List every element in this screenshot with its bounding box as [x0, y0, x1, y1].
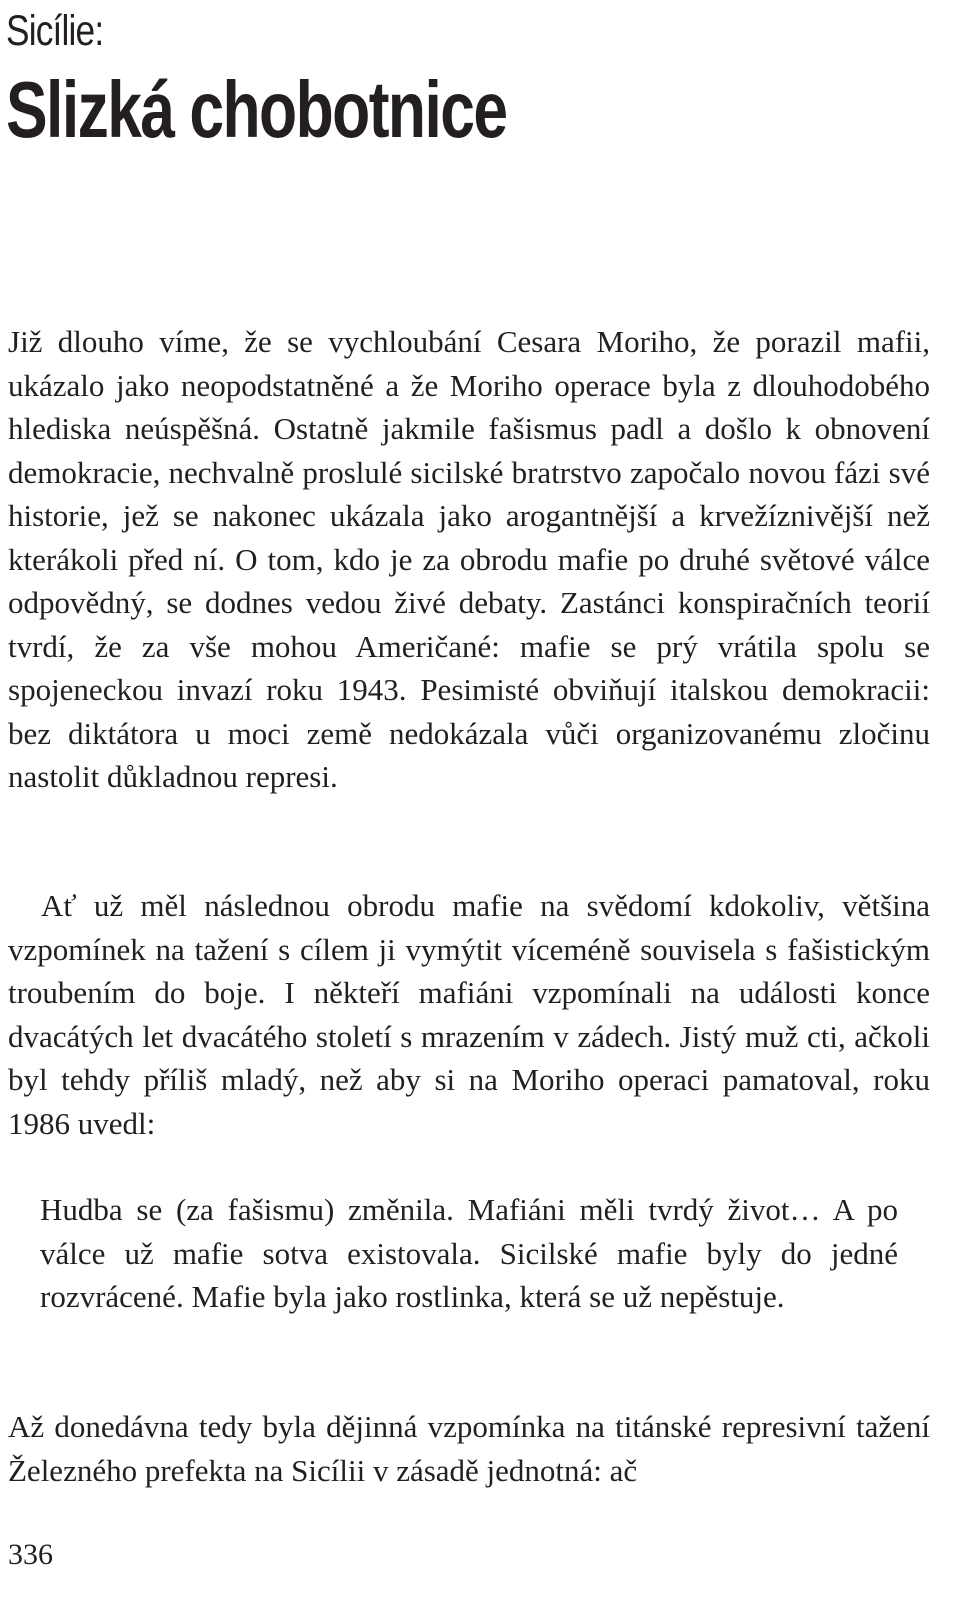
- paragraph-text: Již dlouho víme, že se vychloubání Cesara Moriho, že porazil mafii, ukázalo jako neopodstatněné a že Moriho operace byla z dlouhodobého hlediska neúspěšná. Ostatně jakmile fašismus padl a došlo k obnovení demokracie, nechvalně proslulé sicilské bratrstvo započalo novou fázi své historie, jež se nakonec ukázala jako arogantnější a krvežíznivější než kterákoli před ní. O tom, kdo je za obrodu mafie po druhé světové válce odpovědný, se dodnes vedou živé debaty. Zastánci konspiračních teorií tvrdí, že za vše mohou Američané: mafie se prý vrátila spolu se spojeneckou invazí roku 1943. Pesimisté obviňují italskou demokracii: bez diktátora u moci země nedokázala vůči organizovanému zločinu nastolit důkladnou represi.: [8, 324, 930, 794]
- paragraph-text: Až donedávna tedy byla dějinná vzpomínka na titánské represivní tažení Železného prefekta na Sicílii v zásadě jednotná: ač: [8, 1409, 930, 1488]
- page-number: 336: [8, 1538, 53, 1571]
- body-paragraph-3: [8, 1405, 930, 1492]
- paragraph-text: Ať už měl následnou obrodu mafie na svědomí kdokoliv, většina vzpomínek na tažení s cílem ji vymýtit víceméně souvisela s fašistickým troubením do boje. I někteří mafiáni vzpomínali na události konce dvacátých let dvacátého století s mrazením v zádech. Jistý muž cti, ačkoli byl tehdy příliš mladý, než aby si na Moriho operaci pamatoval, roku 1986 uvedl:: [8, 888, 930, 1141]
- block-quote: Hudba se (za fašismu) změnila. Mafiáni měli tvrdý život… A po válce už mafie sotva existovala. Sicilské mafie byly do jedné rozvrácené. Mafie byla jako rostlinka, která se už nepěstuje.: [40, 1192, 898, 1314]
- chapter-title: Slizká chobotnice: [6, 65, 507, 154]
- body-paragraph-2: [8, 884, 930, 1145]
- body-paragraph-1: [8, 320, 930, 799]
- chapter-label: Sicílie:: [6, 7, 104, 55]
